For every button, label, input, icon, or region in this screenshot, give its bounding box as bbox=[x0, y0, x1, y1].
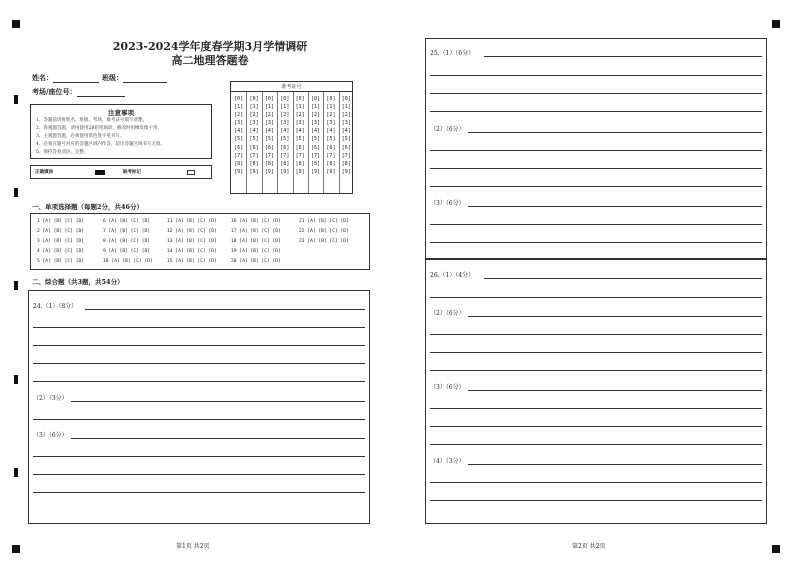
ticket-digit-bubble[interactable]: [5] bbox=[295, 136, 305, 143]
timing-mark bbox=[14, 95, 18, 104]
choice-question[interactable]: 8 [A] [B] [C] [D] bbox=[103, 239, 151, 244]
ticket-digit-bubble[interactable]: [4] bbox=[264, 128, 274, 135]
ticket-digit-bubble[interactable]: [6] bbox=[249, 144, 259, 151]
ticket-digit-bubble[interactable]: [0] bbox=[295, 96, 305, 102]
class-field[interactable] bbox=[102, 73, 167, 83]
notice-item: 2、客观题答题，请用使用2B铅笔填涂，修改时用橡皮擦干净。 bbox=[36, 126, 163, 131]
choice-question[interactable]: 7 [A] [B] [C] [D] bbox=[103, 229, 151, 234]
choice-question[interactable]: 23 [A] [B] [C] [D] bbox=[299, 239, 349, 244]
choice-question[interactable]: 18 [A] [B] [C] [D] bbox=[231, 239, 281, 244]
q24-part1-label: 24.（1）（8分） bbox=[33, 303, 78, 310]
ticket-digit-bubble[interactable]: [4] bbox=[326, 128, 336, 135]
q25-part1-label: 25.（1）（6分） bbox=[430, 50, 475, 57]
ticket-digit-bubble[interactable]: [8] bbox=[234, 160, 244, 167]
answer-line[interactable] bbox=[430, 334, 762, 335]
ticket-digit-bubble[interactable]: [9] bbox=[311, 168, 321, 175]
ticket-digit-bubble[interactable]: [1] bbox=[326, 104, 336, 111]
q26-part2-label: （2）（6分） bbox=[430, 310, 465, 317]
choice-question[interactable]: 19 [A] [B] [C] [D] bbox=[231, 249, 281, 254]
ticket-digit-bubble[interactable]: [3] bbox=[280, 120, 290, 127]
ticket-digit-bubble[interactable]: [6] bbox=[311, 144, 321, 151]
ticket-digit-bubble[interactable]: [2] bbox=[295, 112, 305, 119]
choice-question[interactable]: 14 [A] [B] [C] [D] bbox=[167, 249, 217, 254]
ticket-digit-bubble[interactable]: [9] bbox=[264, 168, 274, 175]
answer-line[interactable] bbox=[430, 500, 762, 501]
registration-mark bbox=[772, 20, 780, 28]
choice-question[interactable]: 5 [A] [B] [C] [D] bbox=[37, 259, 85, 264]
ticket-digit-bubble[interactable]: [2] bbox=[264, 112, 274, 119]
ticket-digit-column bbox=[340, 95, 352, 176]
ticket-digit-bubble[interactable]: [7] bbox=[311, 152, 321, 159]
answer-line[interactable] bbox=[33, 381, 365, 382]
ticket-column-divider bbox=[277, 92, 278, 193]
answer-line[interactable] bbox=[430, 444, 762, 445]
answer-line[interactable] bbox=[430, 352, 762, 353]
q26-part4-label: （4）（3分） bbox=[430, 458, 465, 465]
fill-sample-box bbox=[30, 165, 212, 179]
answer-line[interactable] bbox=[468, 464, 762, 465]
answer-line[interactable] bbox=[430, 111, 762, 112]
answer-line[interactable] bbox=[33, 492, 365, 493]
choice-question[interactable]: 4 [A] [B] [C] [D] bbox=[37, 249, 85, 254]
answer-line[interactable] bbox=[430, 370, 762, 371]
choice-question[interactable]: 15 [A] [B] [C] [D] bbox=[167, 259, 217, 264]
ticket-digit-column bbox=[263, 95, 275, 176]
answer-line[interactable] bbox=[484, 56, 762, 57]
answer-line[interactable] bbox=[468, 132, 762, 133]
ticket-digit-bubble[interactable]: [5] bbox=[280, 136, 290, 143]
ticket-digit-bubble[interactable]: [1] bbox=[295, 104, 305, 111]
ticket-digit-bubble[interactable]: [0] bbox=[234, 96, 244, 102]
ticket-digit-bubble[interactable]: [4] bbox=[249, 128, 259, 135]
ticket-column-divider bbox=[246, 92, 247, 193]
ticket-digit-bubble[interactable]: [8] bbox=[249, 160, 259, 167]
ticket-digit-bubble[interactable]: [8] bbox=[341, 160, 351, 167]
ticket-digit-bubble[interactable]: [1] bbox=[311, 104, 321, 111]
answer-line[interactable] bbox=[33, 363, 365, 364]
ticket-digit-bubble[interactable]: [8] bbox=[295, 160, 305, 167]
choice-question[interactable]: 13 [A] [B] [C] [D] bbox=[167, 239, 217, 244]
section1-title: 一、单项选择题（每题2分，共46分） bbox=[32, 203, 144, 211]
ticket-digit-bubble[interactable]: [3] bbox=[326, 120, 336, 127]
ticket-digit-bubble[interactable]: [9] bbox=[280, 168, 290, 175]
ticket-number-title: 准考证号 bbox=[231, 82, 352, 92]
ticket-digit-bubble[interactable]: [0] bbox=[280, 96, 290, 102]
ticket-digit-column bbox=[294, 95, 306, 176]
ticket-digit-bubble[interactable]: [9] bbox=[234, 168, 244, 175]
timing-mark bbox=[14, 468, 18, 477]
exam-title: 2023-2024学年度春学期3月学情调研 bbox=[112, 40, 308, 53]
q24-answer-box bbox=[28, 290, 370, 524]
ticket-digit-bubble[interactable]: [8] bbox=[326, 160, 336, 167]
answer-line[interactable] bbox=[468, 206, 762, 207]
ticket-digit-bubble[interactable]: [7] bbox=[341, 152, 351, 159]
ticket-digit-bubble[interactable]: [5] bbox=[326, 136, 336, 143]
ticket-column-divider bbox=[339, 92, 340, 193]
ticket-number-box bbox=[230, 81, 353, 194]
ticket-digit-bubble[interactable]: [2] bbox=[280, 112, 290, 119]
answer-line[interactable] bbox=[85, 309, 365, 310]
ticket-digit-column bbox=[310, 95, 322, 176]
answer-line[interactable] bbox=[430, 482, 762, 483]
ticket-digit-bubble[interactable]: [7] bbox=[326, 152, 336, 159]
registration-mark bbox=[12, 20, 20, 28]
ticket-digit-bubble[interactable]: [7] bbox=[249, 152, 259, 159]
ticket-digit-bubble[interactable]: [1] bbox=[341, 104, 351, 111]
ticket-column-divider bbox=[308, 92, 309, 193]
correct-fill-label: 正确填涂 bbox=[35, 170, 53, 175]
ticket-digit-column bbox=[233, 95, 245, 176]
ticket-digit-bubble[interactable]: [6] bbox=[295, 144, 305, 151]
ticket-digit-bubble[interactable]: [2] bbox=[326, 112, 336, 119]
ticket-digit-bubble[interactable]: [0] bbox=[311, 96, 321, 102]
ticket-digit-bubble[interactable]: [1] bbox=[249, 104, 259, 111]
ticket-digit-column bbox=[325, 95, 337, 176]
ticket-digit-bubble[interactable]: [9] bbox=[326, 168, 336, 175]
ticket-digit-bubble[interactable]: [0] bbox=[341, 96, 351, 102]
notice-item: 5、保持答卷清洁、完整。 bbox=[36, 150, 89, 155]
ticket-digit-bubble[interactable]: [4] bbox=[311, 128, 321, 135]
registration-mark bbox=[772, 545, 780, 553]
answer-line[interactable] bbox=[430, 75, 762, 76]
answer-line[interactable] bbox=[71, 438, 365, 439]
class-underline[interactable] bbox=[123, 75, 167, 83]
ticket-digit-bubble[interactable]: [0] bbox=[264, 96, 274, 102]
ticket-digit-bubble[interactable]: [3] bbox=[264, 120, 274, 127]
ticket-digit-bubble[interactable]: [8] bbox=[280, 160, 290, 167]
ticket-digit-bubble[interactable]: [2] bbox=[311, 112, 321, 119]
ticket-digit-bubble[interactable]: [3] bbox=[234, 120, 244, 127]
answer-line[interactable] bbox=[468, 316, 762, 317]
notice-title: 注意事项 bbox=[108, 109, 134, 117]
room-seat-field[interactable] bbox=[32, 87, 125, 97]
timing-mark bbox=[14, 188, 18, 197]
ticket-digit-bubble[interactable]: [7] bbox=[234, 152, 244, 159]
answer-line[interactable] bbox=[430, 426, 762, 427]
q25-part3-label: （3）（6分） bbox=[430, 200, 465, 207]
name-label: 姓名： bbox=[32, 73, 53, 82]
timing-mark bbox=[14, 281, 18, 290]
page2-footer: 第2页 共2页 bbox=[572, 543, 606, 550]
ticket-digit-bubble[interactable]: [3] bbox=[341, 120, 351, 127]
absent-label: 缺考标记 bbox=[123, 170, 141, 175]
choice-question[interactable]: 22 [A] [B] [C] [D] bbox=[299, 229, 349, 234]
q24-part2-label: （2）（3分） bbox=[33, 395, 68, 402]
ticket-digit-bubble[interactable]: [3] bbox=[311, 120, 321, 127]
ticket-digit-bubble[interactable]: [5] bbox=[341, 136, 351, 143]
ticket-digit-bubble[interactable]: [2] bbox=[234, 112, 244, 119]
ticket-digit-bubble[interactable]: [5] bbox=[249, 136, 259, 143]
ticket-digit-bubble[interactable]: [0] bbox=[249, 96, 259, 102]
ticket-digit-bubble[interactable]: [2] bbox=[341, 112, 351, 119]
absent-mark-box[interactable] bbox=[187, 170, 195, 175]
ticket-digit-bubble[interactable]: [7] bbox=[295, 152, 305, 159]
ticket-column-divider bbox=[293, 92, 294, 193]
timing-mark bbox=[14, 375, 18, 384]
ticket-digit-bubble[interactable]: [3] bbox=[249, 120, 259, 127]
ticket-digit-bubble[interactable]: [6] bbox=[280, 144, 290, 151]
ticket-digit-bubble[interactable]: [6] bbox=[234, 144, 244, 151]
answer-line[interactable] bbox=[430, 150, 762, 151]
choice-question[interactable]: 3 [A] [B] [C] [D] bbox=[37, 239, 85, 244]
answer-line[interactable] bbox=[33, 456, 365, 457]
ticket-digit-bubble[interactable]: [8] bbox=[264, 160, 274, 167]
registration-mark bbox=[12, 545, 20, 553]
class-label: 班级： bbox=[102, 73, 123, 82]
ticket-column-divider bbox=[262, 92, 263, 193]
choice-question[interactable]: 12 [A] [B] [C] [D] bbox=[167, 229, 217, 234]
ticket-digit-bubble[interactable]: [9] bbox=[249, 168, 259, 175]
ticket-digit-bubble[interactable]: [9] bbox=[341, 168, 351, 175]
ticket-column-divider bbox=[323, 92, 324, 193]
choice-question[interactable]: 6 [A] [B] [C] [D] bbox=[103, 219, 151, 224]
ticket-digit-bubble[interactable]: [7] bbox=[264, 152, 274, 159]
ticket-digit-bubble[interactable]: [0] bbox=[326, 96, 336, 102]
ticket-digit-bubble[interactable]: [1] bbox=[264, 104, 274, 111]
name-underline[interactable] bbox=[53, 75, 99, 83]
answer-line[interactable] bbox=[33, 345, 365, 346]
answer-line[interactable] bbox=[430, 93, 762, 94]
q25-part2-label: （2）（6分） bbox=[430, 126, 465, 133]
notice-item: 1、答题前请将姓名、班级、考场、准考证号填写清楚。 bbox=[36, 118, 147, 123]
answer-line[interactable] bbox=[484, 278, 762, 279]
answer-line[interactable] bbox=[430, 168, 762, 169]
choice-question[interactable]: 21 [A] [B] [C] [D] bbox=[299, 219, 349, 224]
ticket-digit-column bbox=[279, 95, 291, 176]
answer-line[interactable] bbox=[33, 419, 365, 420]
choice-question[interactable]: 11 [A] [B] [C] [D] bbox=[167, 219, 217, 224]
ticket-digit-bubble[interactable]: [4] bbox=[280, 128, 290, 135]
exam-subtitle: 高二地理答题卷 bbox=[171, 54, 249, 67]
q26-answer-box bbox=[425, 259, 767, 524]
ticket-digit-bubble[interactable]: [6] bbox=[326, 144, 336, 151]
answer-line[interactable] bbox=[33, 327, 365, 328]
answer-line[interactable] bbox=[430, 242, 762, 243]
choice-question[interactable]: 1 [A] [B] [C] [D] bbox=[37, 219, 85, 224]
ticket-digit-bubble[interactable]: [5] bbox=[264, 136, 274, 143]
correct-fill-sample bbox=[95, 170, 105, 175]
choice-question[interactable]: 9 [A] [B] [C] [D] bbox=[103, 249, 151, 254]
ticket-digit-bubble[interactable]: [2] bbox=[249, 112, 259, 119]
ticket-digit-bubble[interactable]: [5] bbox=[311, 136, 321, 143]
name-field[interactable] bbox=[32, 73, 99, 83]
choice-question[interactable]: 16 [A] [B] [C] [D] bbox=[231, 219, 281, 224]
choice-question[interactable]: 2 [A] [B] [C] [D] bbox=[37, 229, 85, 234]
ticket-digit-bubble[interactable]: [6] bbox=[341, 144, 351, 151]
answer-line[interactable] bbox=[430, 224, 762, 225]
room-seat-label: 考场/座位号： bbox=[32, 87, 77, 96]
answer-line[interactable] bbox=[33, 474, 365, 475]
answer-line[interactable] bbox=[430, 408, 762, 409]
answer-line[interactable] bbox=[71, 401, 365, 402]
ticket-digit-bubble[interactable]: [1] bbox=[280, 104, 290, 111]
ticket-digit-bubble[interactable]: [5] bbox=[234, 136, 244, 143]
q26-part1-label: 26.（1）（4分） bbox=[430, 272, 475, 279]
ticket-digit-bubble[interactable]: [8] bbox=[311, 160, 321, 167]
q24-part3-label: （3）（6分） bbox=[33, 432, 68, 439]
choice-question[interactable]: 10 [A] [B] [C] [D] bbox=[103, 259, 153, 264]
answer-line[interactable] bbox=[430, 297, 762, 298]
notice-item: 3、主观题答题，必须使用黑色签字笔书写。 bbox=[36, 134, 125, 139]
ticket-digit-bubble[interactable]: [4] bbox=[295, 128, 305, 135]
room-seat-underline[interactable] bbox=[77, 89, 125, 97]
ticket-digit-column bbox=[248, 95, 260, 176]
choice-question[interactable]: 20 [A] [B] [C] [D] bbox=[231, 259, 281, 264]
choice-question[interactable]: 17 [A] [B] [C] [D] bbox=[231, 229, 281, 234]
ticket-digit-bubble[interactable]: [6] bbox=[264, 144, 274, 151]
ticket-digit-bubble[interactable]: [4] bbox=[341, 128, 351, 135]
section2-title: 二、综合题（共3题，共54分） bbox=[32, 278, 124, 286]
page1-footer: 第1页 共2页 bbox=[176, 543, 210, 550]
ticket-digit-bubble[interactable]: [4] bbox=[234, 128, 244, 135]
ticket-digit-bubble[interactable]: [7] bbox=[280, 152, 290, 159]
answer-line[interactable] bbox=[468, 390, 762, 391]
ticket-digit-bubble[interactable]: [9] bbox=[295, 168, 305, 175]
ticket-digit-bubble[interactable]: [1] bbox=[234, 104, 244, 111]
notice-item: 4、必须在题号对应的答题区域内作答，超出答题区域书写无效。 bbox=[36, 142, 165, 147]
q25-answer-box bbox=[425, 38, 767, 259]
choice-answer-box bbox=[30, 213, 370, 270]
ticket-digit-bubble[interactable]: [3] bbox=[295, 120, 305, 127]
q26-part3-label: （3）（6分） bbox=[430, 384, 465, 391]
notice-box bbox=[30, 104, 212, 159]
answer-line[interactable] bbox=[430, 186, 762, 187]
